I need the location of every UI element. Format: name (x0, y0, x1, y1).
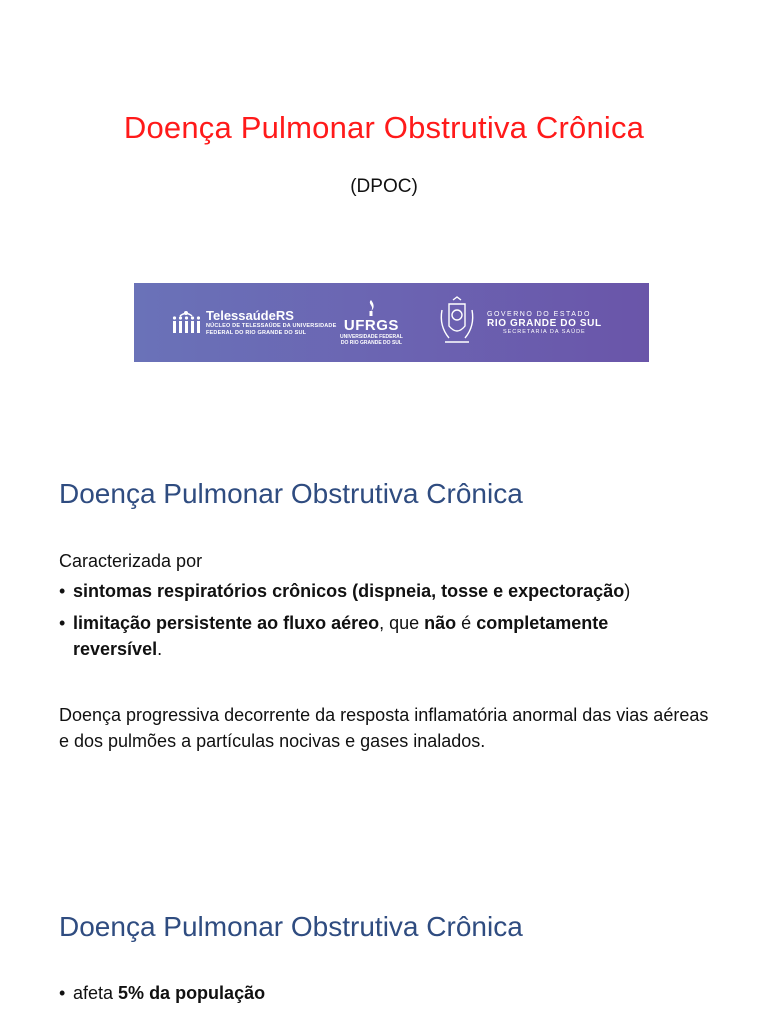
epidemiology-slide (0, 880, 768, 1024)
telessaude-sub2: FEDERAL DO RIO GRANDE DO SUL (206, 330, 307, 336)
gov-line1: GOVERNO DO ESTADO (487, 310, 591, 318)
telessaude-dots-icon (172, 310, 200, 336)
list-item: • afeta 5% da população (59, 980, 699, 1006)
slide-subtitle: (DPOC) (350, 176, 418, 197)
telessaude-name: TelessaúdeRS (206, 308, 294, 323)
slide-heading: Doença Pulmonar Obstrutiva Crônica (59, 911, 523, 942)
intro-text: Caracterizada por (59, 551, 203, 571)
ufrgs-sub2: DO RIO GRANDE DO SUL (340, 340, 402, 346)
ufrgs-name: UFRGS (343, 317, 399, 334)
definition-slide (0, 440, 768, 820)
bullet-list (59, 578, 699, 668)
rs-government-logo (437, 283, 602, 362)
torch-icon (362, 299, 380, 317)
telessaude-logo (172, 283, 336, 362)
state-coat-of-arms-icon (437, 296, 477, 350)
gov-line2: RIO GRANDE DO SUL (487, 317, 602, 329)
title-slide (0, 0, 768, 420)
slide-heading: Doença Pulmonar Obstrutiva Crônica (59, 478, 523, 509)
description-text: Doença progressiva decorrente da resposta inflamatória anormal das vias aéreas e dos pulmões a partículas nocivas e gases inalados. (59, 705, 709, 751)
institution-logo-banner (134, 283, 649, 362)
bullet-list (59, 980, 699, 1012)
list-item: • limitação persistente ao fluxo aéreo, que não é completamente reversível. (59, 610, 699, 662)
slide-title: Doença Pulmonar Obstrutiva Crônica (123, 110, 645, 145)
ufrgs-logo (340, 283, 403, 362)
telessaude-sub1: NÚCLEO DE TELESSAÚDE DA UNIVERSIDADE (206, 323, 337, 329)
gov-line3: SECRETARIA DA SAÚDE (502, 328, 586, 335)
list-item: • sintomas respiratórios crônicos (dispneia, tosse e expectoração) (59, 578, 699, 604)
ufrgs-sub1: UNIVERSIDADE FEDERAL (340, 334, 403, 340)
